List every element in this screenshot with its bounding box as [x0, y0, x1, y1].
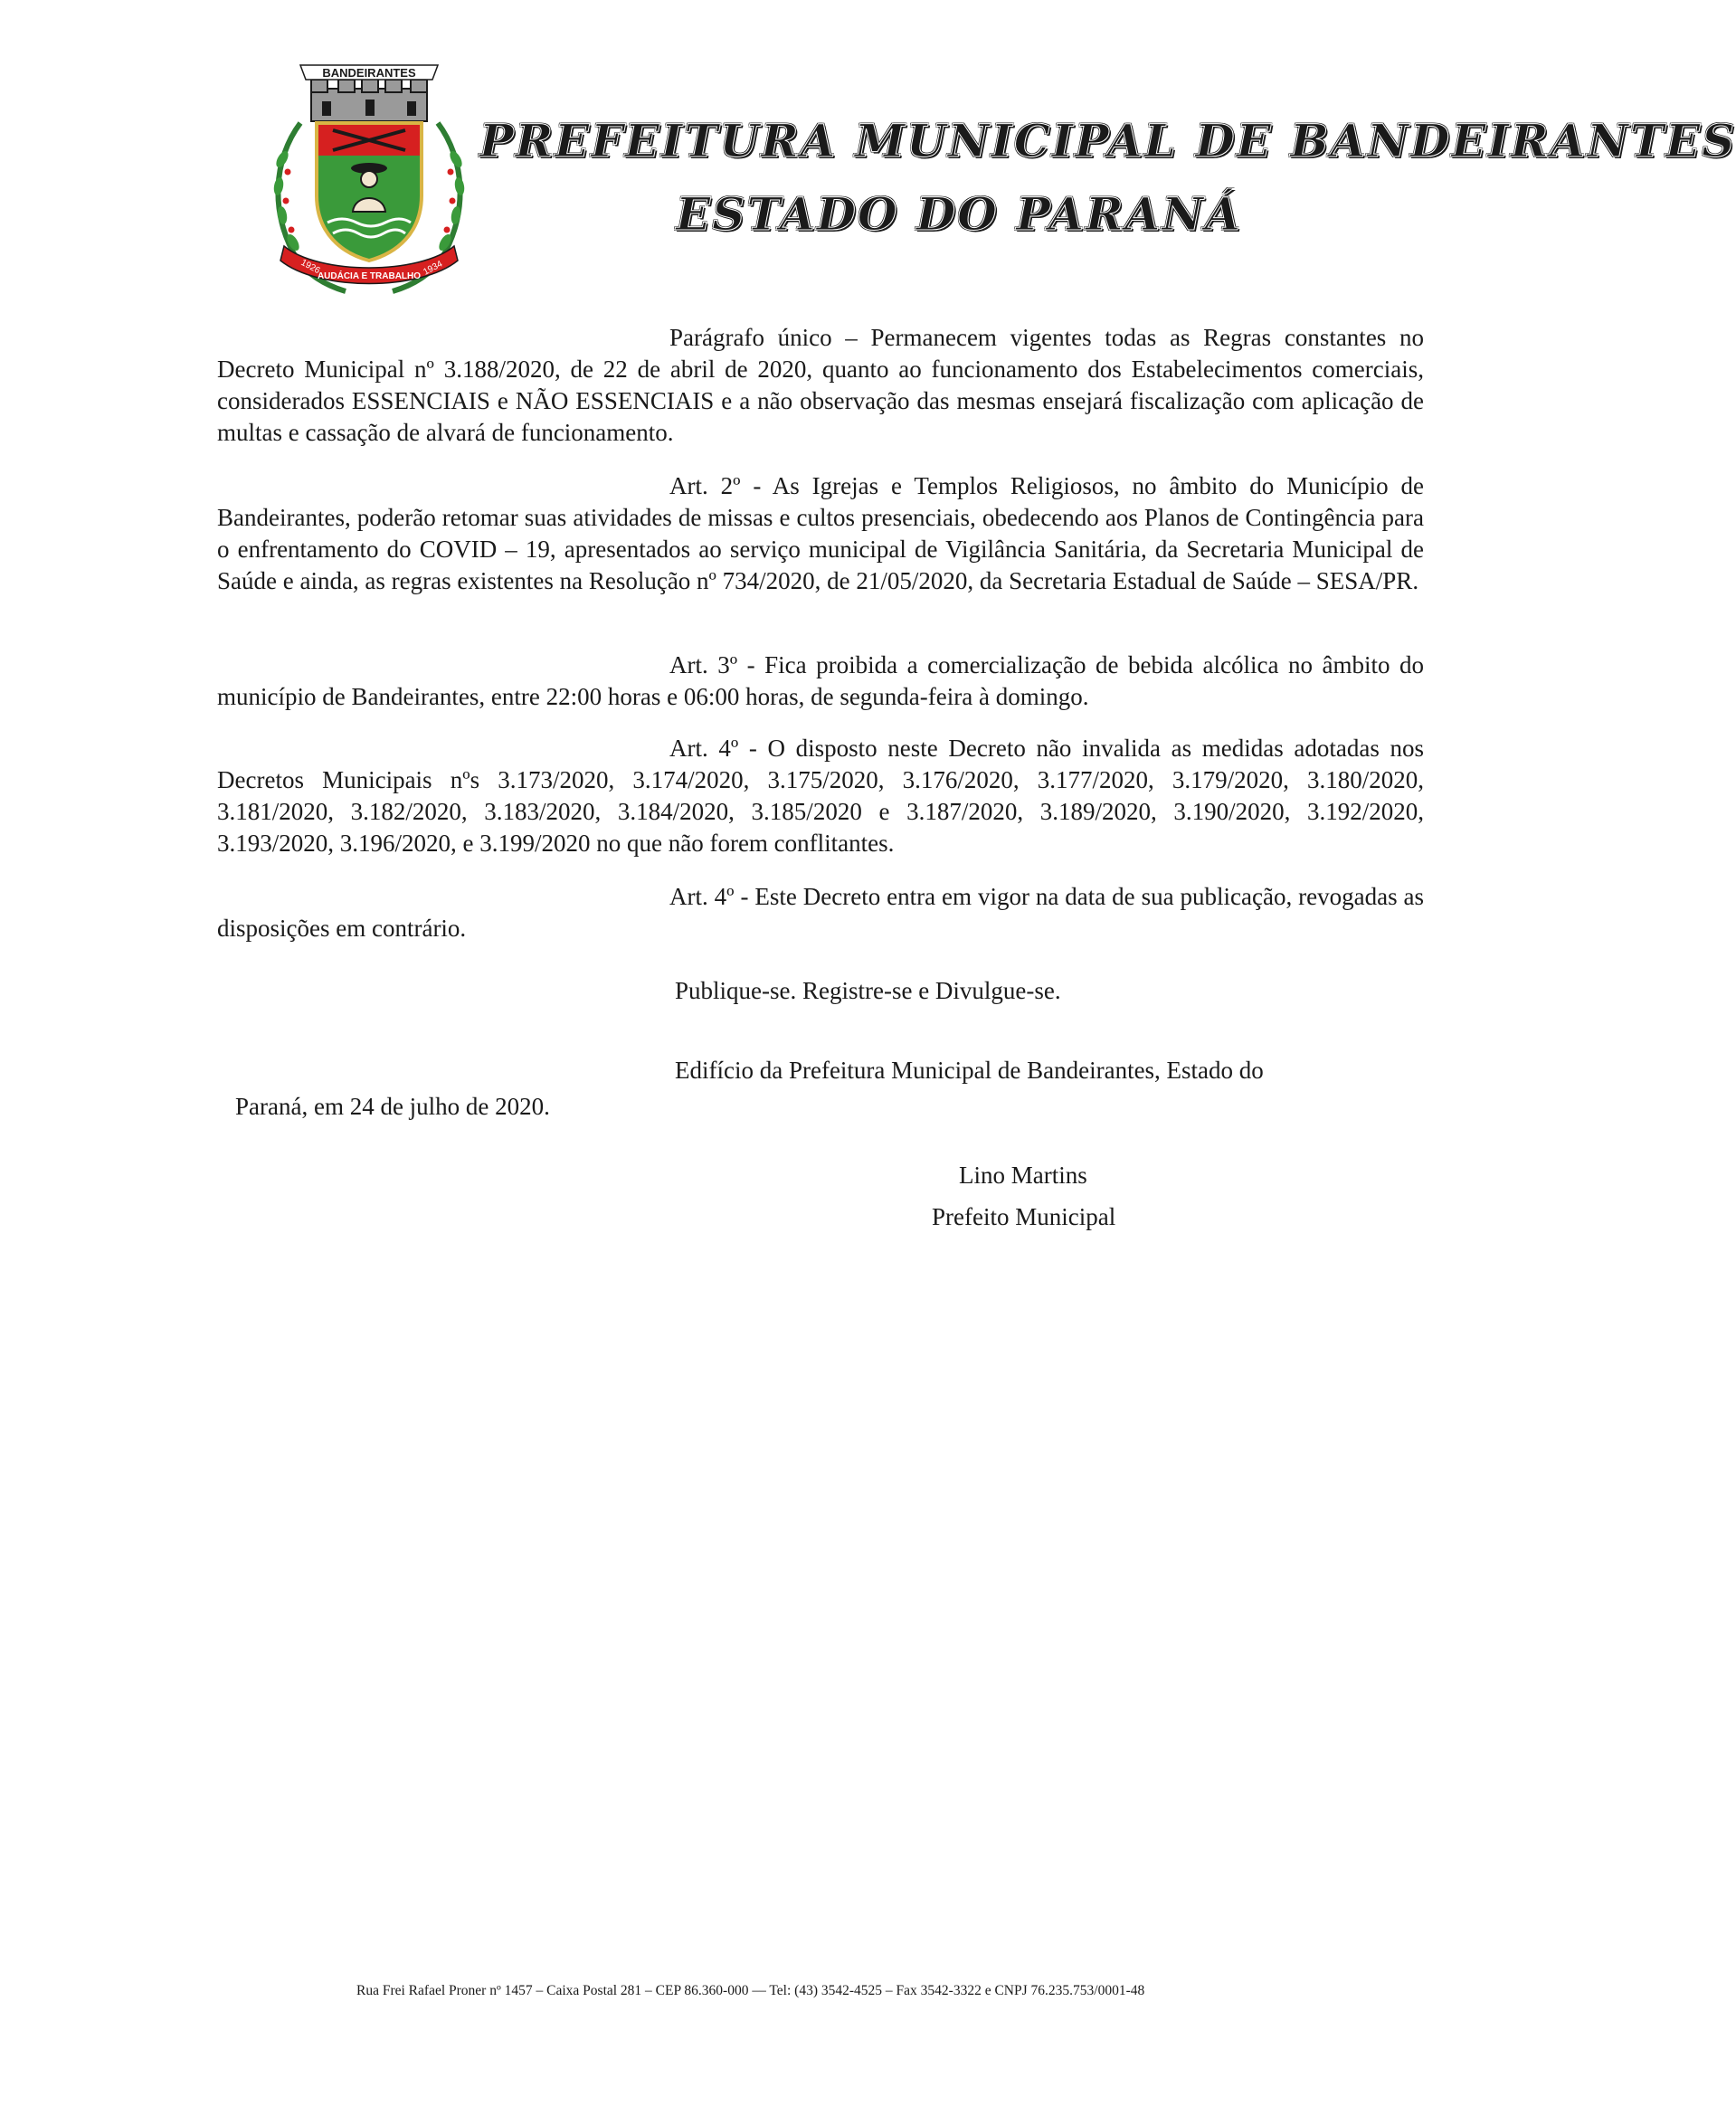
crest-year-right: 1934	[422, 259, 445, 278]
crest-year-left: 1926	[299, 257, 322, 277]
article-4-effect	[217, 881, 1424, 944]
municipal-coat-of-arms	[264, 60, 474, 306]
place-line-1: Edifício da Prefeitura Municipal de Bandeirantes, Estado do	[675, 1057, 1264, 1084]
signatory-title: Prefeito Municipal	[932, 1203, 1116, 1230]
article-2-text: Art. 2º - As Igrejas e Templos Religiosos, no âmbito do Município de Bandeirantes, poderão retomar suas atividades de missas e cultos presenciais, obedecendo aos Planos de Contingência para o enfrentamento do COVID – 19, apresentados ao serviço municipal de Vigilância Sanitária, da Secretaria Municipal de Saúde e ainda, as regras existentes na Resolução nº 734/2020, de 21/05/2020, da Secretaria Estadual de Saúde – SESA/PR.	[217, 472, 1424, 594]
crest-banner-text: BANDEIRANTES	[322, 66, 416, 80]
signatory-name: Lino Martins	[959, 1162, 1087, 1189]
article-4-decrees	[217, 733, 1424, 859]
footer-address: Rua Frei Rafael Proner nº 1457 – Caixa Postal 281 – CEP 86.360-000 –– Tel: (43) 3542-4525 – Fax 3542-3322 e CNPJ 76.235.753/0001-48	[356, 1983, 1145, 1998]
shield-icon	[317, 123, 422, 261]
crest-motto: AUDÁCIA E TRABALHO	[317, 271, 422, 281]
header-title-estado: ESTADO DO PARANÁ	[676, 187, 1242, 241]
place-date-line: Paraná, em 24 de julho de 2020.	[235, 1093, 550, 1120]
article-3-text: Art. 3º - Fica proibida a comercialização de bebida alcólica no âmbito do município de Bandeirantes, entre 22:00 horas e 06:00 horas, de segunda-feira à domingo.	[217, 651, 1424, 710]
paragraph-unico-text: Parágrafo único – Permanecem vigentes todas as Regras constantes no Decreto Municipal nº 3.188/2020, de 22 de abril de 2020, quanto ao funcionamento dos Estabelecimentos comerciais, considerados ESSENCIAIS e NÃO ESSENCIAIS e a não observação das mesmas ensejará fiscalização com aplicação de multas e cassação de alvará de funcionamento.	[217, 324, 1424, 446]
closing-statement: Publique-se. Registre-se e Divulgue-se.	[675, 977, 1061, 1004]
article-2	[217, 470, 1424, 597]
header-title-prefeitura: PREFEITURA MUNICIPAL DE BANDEIRANTES	[479, 114, 1736, 167]
article-4-decrees-text: Art. 4º - O disposto neste Decreto não invalida as medidas adotadas nos Decretos Municipais nºs 3.173/2020, 3.174/2020, 3.175/2020, 3.176/2020, 3.177/2020, 3.179/2020, 3.180/2020, 3.181/2020, 3.182/2020, 3.183/2020, 3.184/2020, 3.185/2020 e 3.187/2020, 3.189/2020, 3.190/2020, 3.192/2020, 3.193/2020, 3.196/2020, e 3.199/2020 no que não forem conflitantes.	[217, 735, 1424, 857]
article-4-effect-text: Art. 4º - Este Decreto entra em vigor na data de sua publicação, revogadas as disposições em contrário.	[217, 883, 1424, 942]
article-3	[217, 650, 1424, 713]
paragraph-unico	[217, 322, 1424, 449]
